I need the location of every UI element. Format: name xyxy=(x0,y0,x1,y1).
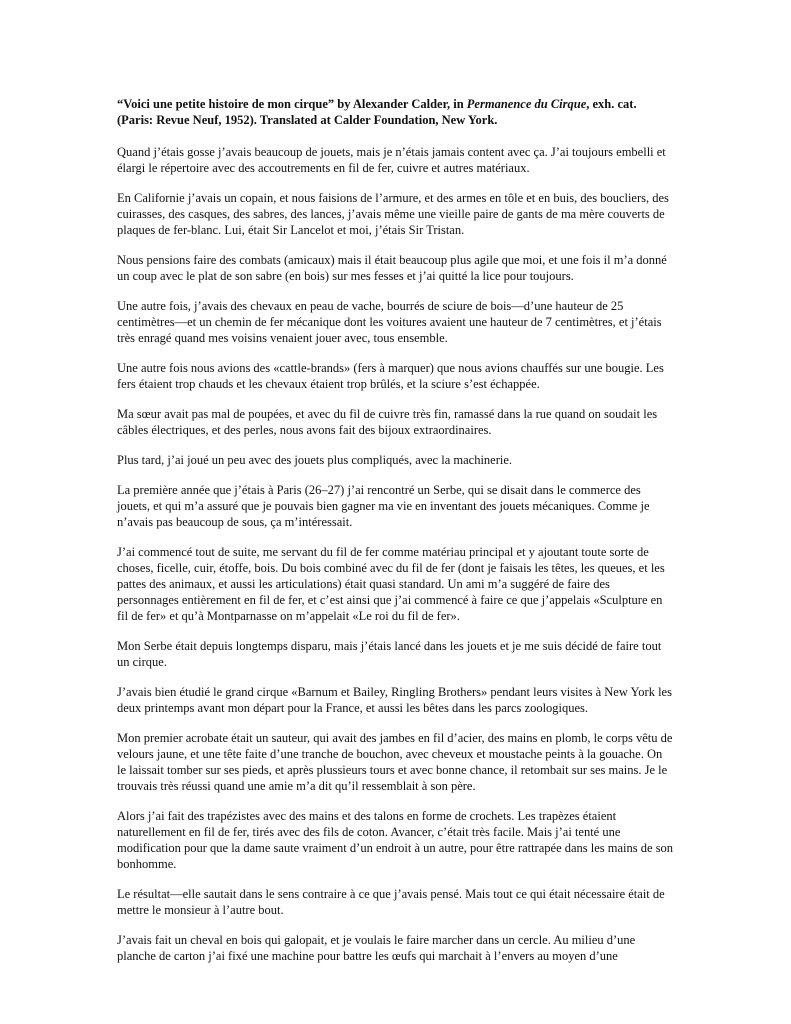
paragraph: Ma sœur avait pas mal de poupées, et avec du fil de cuivre très fin, ramassé dans la rue quand on soudait les câbles électriques, et des perles, nous avons fait des bijoux extraordinaires. xyxy=(117,407,658,437)
paragraph: Une autre fois nous avions des «cattle-brands» (fers à marquer) que nous avions chauffés sur une bougie. Les fers étaient trop chauds et les chevaux étaient trop brûlés, et la sciure s’est échappée. xyxy=(117,361,664,391)
paragraph: Une autre fois, j’avais des chevaux en peau de vache, bourrés de sciure de bois—d’une hauteur de 25 centimètres—et un chemin de fer mécanique dont les voitures avaient une hauteur de 7 centimètres, et j’étais très enragé quand mes voisins venaient jouer avec, tous ensemble. xyxy=(117,299,662,345)
paragraph: J’avais bien étudié le grand cirque «Barnum et Bailey, Ringling Brothers» pendant leurs visites à New York les deux printemps avant mon départ pour la France, et aussi les bêtes dans les parcs zoologiques. xyxy=(117,685,672,715)
heading-title-italic: Permanence du Cirque xyxy=(466,97,587,111)
heading-text-part2: , exh. cat. (Paris: Revue Neuf, 1952). Translated at Calder Foundation, New York. xyxy=(117,97,637,127)
heading-text-part1: “Voici une petite histoire de mon cirque” by Alexander Calder, in xyxy=(117,97,467,111)
paragraph: J’ai commencé tout de suite, me servant du fil de fer comme matériau principal et y ajoutant toute sorte de choses, ficelle, cuir, étoffe, bois. Du bois combiné avec du fil de fer (dont je faisais les têtes, les queues, et les pattes des animaux, et aussi les articulations) était quasi standard. Un ami m’a suggéré de faire des personnages entièrement en fil de fer, et c’est ainsi que j’ai commencé à faire ce que j’appelais «Sculpture en fil de fer» et qu’à Montparnasse on m’appelait «Le roi du fil de fer». xyxy=(117,545,665,623)
paragraph: Mon Serbe était depuis longtemps disparu, mais j’étais lancé dans les jouets et je me suis décidé de faire tout un cirque. xyxy=(117,639,662,669)
paragraph: Alors j’ai fait des trapézistes avec des mains et des talons en forme de crochets. Les trapèzes étaient naturellement en fil de fer, tirés avec des fils de coton. Avancer, c’était très facile. Mais j’ai tenté une modification pour que la dame saute vraiment d’un endroit à un autre, pour être rattrapée dans les mains de son bonhomme. xyxy=(117,809,674,871)
paragraph: Nous pensions faire des combats (amicaux) mais il était beaucoup plus agile que moi, et une fois il m’a donné un coup avec le plat de son sabre (en bois) sur mes fesses et j’ai quitté la lice pour toujours. xyxy=(117,253,667,283)
paragraph: J’avais fait un cheval en bois qui galopait, et je voulais le faire marcher dans un cercle. Au milieu d’une planche de carton j’ai fixé une machine pour battre les œufs qui marchait à l’envers au moyen d’une xyxy=(117,933,636,963)
paragraph: Mon premier acrobate était un sauteur, qui avait des jambes en fil d’acier, des mains en plomb, le corps vêtu de velours jaune, et une tête faite d’une tranche de bouchon, avec cheveux et moustache peints à la gouache. On le laissait tomber sur ses pieds, et après plussieurs tours et avec bonne chance, il retombait sur ses mains. Je le trouvais très réussi quand une amie m’a dit qu’il ressemblait à son père. xyxy=(117,731,673,793)
paragraph: Plus tard, j’ai joué un peu avec des jouets plus compliqués, avec la machinerie. xyxy=(117,453,513,467)
paragraph: La première année que j’étais à Paris (26–27) j’ai rencontré un Serbe, qui se disait dans le commerce des jouets, et qui m’a assuré que je pouvais bien gagner ma vie en inventant des jouets mécaniques. Comme je n’avais pas beaucoup de sous, ça m’intéressait. xyxy=(117,483,650,529)
paragraph: Le résultat—elle sautait dans le sens contraire à ce que j’avais pensé. Mais tout ce qui était nécessaire était de mettre le monsieur à l’autre bout. xyxy=(117,887,665,917)
document-heading xyxy=(117,96,674,128)
paragraph: En Californie j’avais un copain, et nous faisions de l’armure, et des armes en tôle et en buis, des boucliers, des cuirasses, des casques, des sabres, des lances, j’avais même une vieille paire de gants de ma mère couverts de plaques de fer-blanc. Lui, était Sir Lancelot et moi, j’étais Sir Tristan. xyxy=(117,191,669,237)
paragraph: Quand j’étais gosse j’avais beaucoup de jouets, mais je n’étais jamais content avec ça. J’ai toujours embelli et élargi le répertoire avec des accoutrements en fil de fer, cuivre et autres matériaux. xyxy=(117,145,666,175)
